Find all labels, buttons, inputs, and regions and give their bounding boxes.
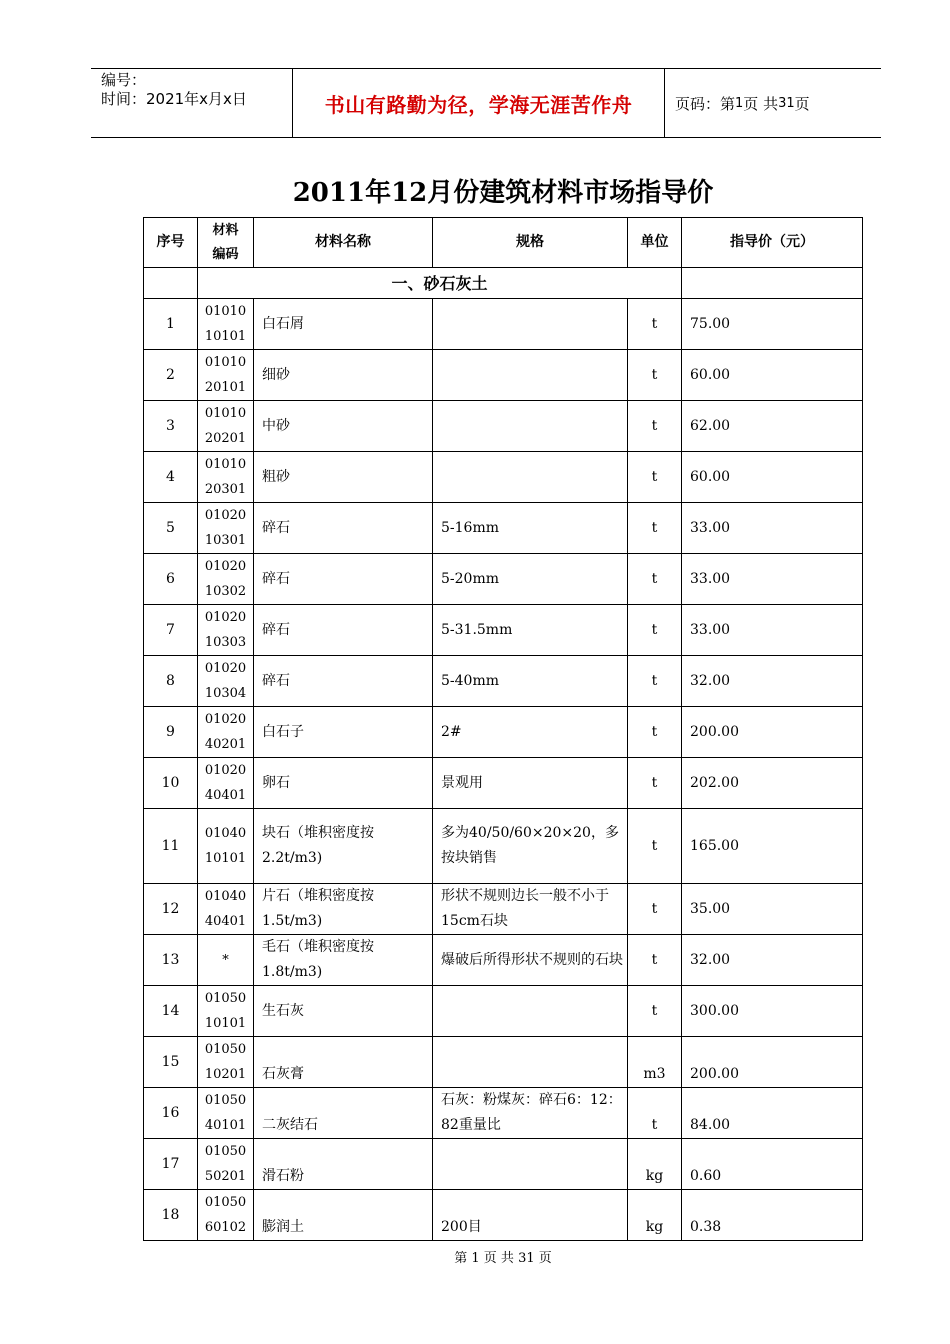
row-price: 200.00 [682, 1037, 863, 1088]
motto: 书山有路勤为径，学海无涯苦作舟 [292, 69, 665, 137]
row-name: 片石（堆积密度按1.5t/m3) [254, 884, 433, 935]
footer-prefix: 第 [454, 1251, 468, 1266]
row-code [198, 707, 254, 758]
row-name: 白石屑 [254, 299, 433, 350]
row-price: 33.00 [682, 554, 863, 605]
row-price: 0.60 [682, 1139, 863, 1190]
row-code-part1: 01020 [204, 661, 247, 676]
footer-total: 31 [518, 1251, 535, 1266]
row-price: 84.00 [682, 1088, 863, 1139]
footer-current: 1 [471, 1251, 480, 1266]
row-unit: t [628, 884, 682, 935]
row-unit: t [628, 554, 682, 605]
row-spec: 5-40mm [433, 656, 628, 707]
row-unit: kg [628, 1139, 682, 1190]
row-code [198, 605, 254, 656]
row-seq: 6 [144, 554, 198, 605]
row-seq: 2 [144, 350, 198, 401]
row-code [198, 452, 254, 503]
row-seq: 5 [144, 503, 198, 554]
row-code [198, 656, 254, 707]
row-code-part1: 01010 [204, 457, 247, 472]
row-price: 60.00 [682, 452, 863, 503]
row-unit: kg [628, 1190, 682, 1241]
row-spec: 5-31.5mm [433, 605, 628, 656]
page-prefix: 页码：第 [675, 94, 736, 113]
row-seq: 18 [144, 1190, 198, 1241]
page-mid: 页 共 [743, 94, 779, 113]
row-seq: 10 [144, 758, 198, 809]
row-code-part1: 01020 [204, 610, 247, 625]
row-price: 75.00 [682, 299, 863, 350]
row-code-part1: 01050 [204, 1042, 247, 1057]
row-name: 中砂 [254, 401, 433, 452]
row-price: 35.00 [682, 884, 863, 935]
row-code [198, 350, 254, 401]
header-meta [91, 69, 292, 137]
table-row [144, 503, 863, 554]
price-table [143, 217, 863, 1241]
row-code [198, 986, 254, 1037]
table-row [144, 656, 863, 707]
row-price: 62.00 [682, 401, 863, 452]
row-code-part1: 01020 [204, 559, 247, 574]
row-name: 碎石 [254, 605, 433, 656]
row-code-part2: * [222, 952, 229, 968]
row-code-part2: 40401 [204, 914, 247, 929]
row-spec: 5-20mm [433, 554, 628, 605]
row-seq: 11 [144, 809, 198, 884]
row-spec [433, 452, 628, 503]
row-code-part1: 01020 [204, 763, 247, 778]
header-seq: 序号 [144, 218, 198, 268]
table-row [144, 884, 863, 935]
row-code [198, 758, 254, 809]
footer-mid: 页 共 [483, 1251, 514, 1266]
table-row [144, 1139, 863, 1190]
table-header-row [144, 218, 863, 268]
page-suffix: 页 [794, 94, 810, 113]
row-seq: 16 [144, 1088, 198, 1139]
row-unit: t [628, 758, 682, 809]
row-spec [433, 1139, 628, 1190]
price-table-wrapper [143, 217, 862, 1241]
row-code [198, 1139, 254, 1190]
row-seq: 17 [144, 1139, 198, 1190]
section-seq-empty [144, 268, 198, 299]
header-page-info [665, 69, 881, 137]
table-row [144, 350, 863, 401]
row-seq: 7 [144, 605, 198, 656]
row-price: 165.00 [682, 809, 863, 884]
row-name: 滑石粉 [254, 1139, 433, 1190]
row-code-part2: 20101 [204, 380, 247, 395]
row-price: 33.00 [682, 605, 863, 656]
header-code-line1: 材料 [212, 222, 239, 238]
row-code-part2: 40401 [204, 788, 247, 803]
row-code [198, 884, 254, 935]
row-code-part1: 01050 [204, 1144, 247, 1159]
row-name: 碎石 [254, 554, 433, 605]
table-row [144, 605, 863, 656]
row-code-part1: 01010 [204, 406, 247, 421]
row-spec [433, 299, 628, 350]
row-unit: t [628, 809, 682, 884]
row-unit: t [628, 656, 682, 707]
row-code-part2: 40101 [204, 1118, 247, 1133]
table-row [144, 299, 863, 350]
row-unit: t [628, 299, 682, 350]
row-seq: 13 [144, 935, 198, 986]
row-spec: 5-16mm [433, 503, 628, 554]
row-name: 二灰结石 [254, 1088, 433, 1139]
row-unit: t [628, 350, 682, 401]
row-name: 毛石（堆积密度按1.8t/m3) [254, 935, 433, 986]
row-code [198, 809, 254, 884]
row-spec: 形状不规则边长一般不小于15cm石块 [433, 884, 628, 935]
row-code-part1: 01050 [204, 1093, 247, 1108]
table-row [144, 986, 863, 1037]
row-price: 300.00 [682, 986, 863, 1037]
section-price-empty [682, 268, 863, 299]
row-code-part1: 01020 [204, 712, 247, 727]
table-row [144, 707, 863, 758]
row-code-part1: 01040 [204, 889, 247, 904]
row-seq: 1 [144, 299, 198, 350]
row-price: 33.00 [682, 503, 863, 554]
row-spec: 多为40/50/60×20×20，多按块销售 [433, 809, 628, 884]
time-label: 时间：2021年x月x日 [101, 90, 247, 108]
header-code [198, 218, 254, 268]
row-seq: 8 [144, 656, 198, 707]
row-code-part1: 01020 [204, 508, 247, 523]
row-code-part2: 10101 [204, 1016, 247, 1031]
row-code-part2: 10201 [204, 1067, 247, 1082]
row-unit: t [628, 986, 682, 1037]
table-row [144, 1190, 863, 1241]
row-code [198, 503, 254, 554]
row-name: 细砂 [254, 350, 433, 401]
page-current: 1 [735, 95, 744, 111]
row-code-part2: 20201 [204, 431, 247, 446]
row-code-part2: 60102 [204, 1220, 247, 1235]
row-name: 碎石 [254, 503, 433, 554]
header-name: 材料名称 [254, 218, 433, 268]
row-name: 石灰膏 [254, 1037, 433, 1088]
row-code-part1: 01010 [204, 355, 247, 370]
section-title: 一、砂石灰土 [198, 268, 682, 299]
row-price: 32.00 [682, 935, 863, 986]
row-price: 202.00 [682, 758, 863, 809]
table-row [144, 401, 863, 452]
row-code [198, 554, 254, 605]
row-price: 60.00 [682, 350, 863, 401]
row-seq: 12 [144, 884, 198, 935]
row-seq: 9 [144, 707, 198, 758]
row-price: 32.00 [682, 656, 863, 707]
footer-suffix: 页 [538, 1251, 552, 1266]
page-header [91, 68, 881, 138]
row-name: 块石（堆积密度按2.2t/m3) [254, 809, 433, 884]
row-code-part2: 10101 [204, 329, 247, 344]
row-price: 0.38 [682, 1190, 863, 1241]
row-price: 200.00 [682, 707, 863, 758]
row-code [198, 1190, 254, 1241]
row-unit: t [628, 707, 682, 758]
row-code-part2: 10304 [204, 686, 247, 701]
table-row [144, 554, 863, 605]
row-code-part2: 50201 [204, 1169, 247, 1184]
header-unit: 单位 [628, 218, 682, 268]
row-seq: 4 [144, 452, 198, 503]
row-unit: m3 [628, 1037, 682, 1088]
row-spec: 爆破后所得形状不规则的石块 [433, 935, 628, 986]
number-label: 编号： [101, 71, 147, 89]
document-title: 2011年12月份建筑材料市场指导价 [292, 178, 714, 208]
page-footer [0, 1247, 950, 1266]
row-code [198, 401, 254, 452]
row-seq: 15 [144, 1037, 198, 1088]
row-code [198, 935, 254, 986]
row-seq: 3 [144, 401, 198, 452]
row-spec: 景观用 [433, 758, 628, 809]
row-code-part1: 01040 [204, 826, 247, 841]
page-total: 31 [778, 95, 795, 111]
row-code-part2: 40201 [204, 737, 247, 752]
table-row [144, 935, 863, 986]
row-name: 碎石 [254, 656, 433, 707]
row-code-part2: 10302 [204, 584, 247, 599]
section-row [144, 268, 863, 299]
row-code [198, 1088, 254, 1139]
row-code-part2: 10301 [204, 533, 247, 548]
row-unit: t [628, 605, 682, 656]
table-row [144, 1037, 863, 1088]
row-code-part1: 01050 [204, 991, 247, 1006]
row-code-part1: 01050 [204, 1195, 247, 1210]
row-unit: t [628, 401, 682, 452]
table-row [144, 809, 863, 884]
row-spec [433, 401, 628, 452]
table-body [144, 268, 863, 1241]
row-code [198, 299, 254, 350]
table-row [144, 758, 863, 809]
row-name: 膨润土 [254, 1190, 433, 1241]
row-name: 生石灰 [254, 986, 433, 1037]
row-unit: t [628, 1088, 682, 1139]
row-code-part2: 10101 [204, 851, 247, 866]
header-code-line2: 编码 [212, 246, 239, 262]
row-spec [433, 986, 628, 1037]
row-code-part2: 10303 [204, 635, 247, 650]
row-unit: t [628, 452, 682, 503]
row-unit: t [628, 935, 682, 986]
row-spec: 200目 [433, 1190, 628, 1241]
header-price: 指导价（元） [682, 218, 863, 268]
row-code [198, 1037, 254, 1088]
row-code-part1: 01010 [204, 304, 247, 319]
table-row [144, 1088, 863, 1139]
row-name: 卵石 [254, 758, 433, 809]
row-name: 粗砂 [254, 452, 433, 503]
row-name: 白石子 [254, 707, 433, 758]
table-row [144, 452, 863, 503]
row-spec [433, 1037, 628, 1088]
row-spec [433, 350, 628, 401]
row-seq: 14 [144, 986, 198, 1037]
row-code-part2: 20301 [204, 482, 247, 497]
row-spec: 2# [433, 707, 628, 758]
row-spec: 石灰：粉煤灰：碎石6：12：82重量比 [433, 1088, 628, 1139]
header-spec: 规格 [433, 218, 628, 268]
row-unit: t [628, 503, 682, 554]
